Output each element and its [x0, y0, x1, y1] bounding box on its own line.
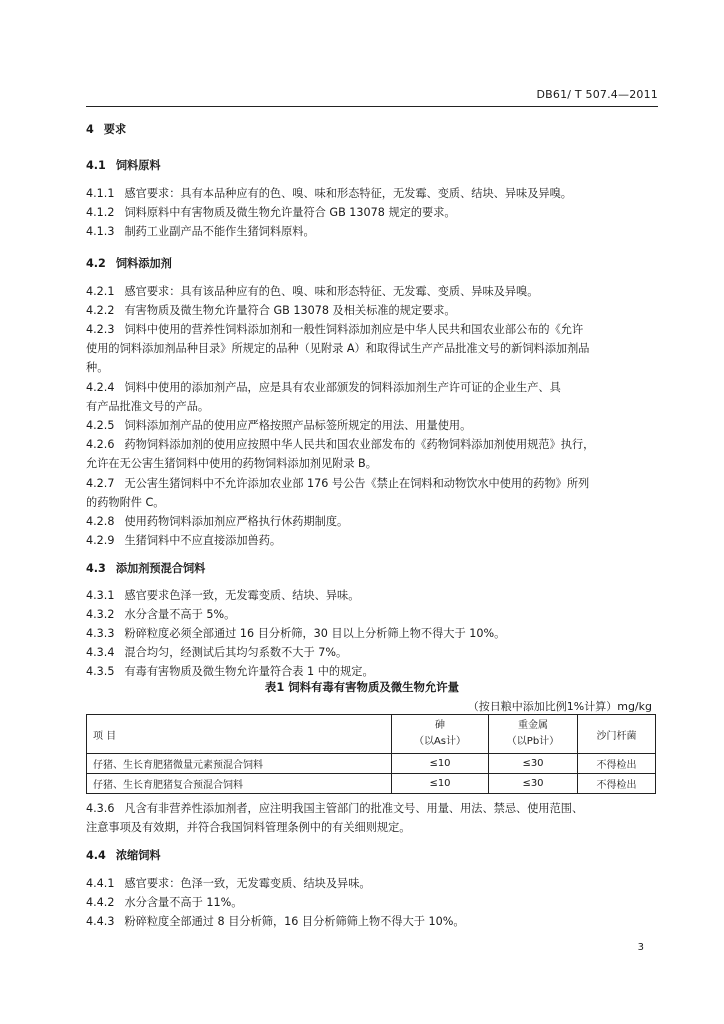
clause-text: 饲料添加剂: [115, 257, 172, 270]
clause-text: 添加剂预混合饲料: [115, 562, 206, 575]
clause-number: 4.3.6: [86, 802, 115, 815]
clause: [86, 437, 594, 453]
clause: [86, 186, 572, 202]
clause: [86, 626, 505, 642]
clause-text: 水分含量不高于 5%。: [124, 608, 236, 621]
row-salmonella: 不得检出: [578, 774, 656, 794]
clause-number: 4.2.9: [86, 534, 115, 547]
clause: [86, 588, 359, 604]
clause-number: 4.1: [86, 159, 106, 172]
table-unit: （按日粮中添加比例1%计算）mg/kg: [467, 700, 652, 713]
header-item: [87, 715, 392, 754]
header-salmonella: [578, 715, 656, 754]
clause-text: 凡含有非营养性添加剂者，应注明我国主管部门的批准文号、用量、用法、禁忌、使用范围、: [124, 802, 584, 815]
clause: [86, 322, 583, 338]
row-name: 仔猪、生长育肥猪复合预混合饲料: [87, 774, 392, 794]
clause-number: 4.2: [86, 257, 106, 270]
header-arsenic: [392, 715, 489, 754]
section-heading: [86, 158, 161, 174]
header-item-label: 项 目: [93, 730, 117, 742]
paragraph-continuation: [86, 456, 377, 472]
clause-text: 使用药物饲料添加剂应严格执行休药期制度。: [124, 515, 349, 528]
clause-text: 药物饲料添加剂的使用应按照中华人民共和国农业部发布的《药物饲料添加剂使用规范》执行，: [124, 438, 595, 451]
clause: [86, 876, 371, 892]
clause-text: 允许在无公害生猪饲料中使用的药物饲料添加剂见附录 B。: [86, 457, 377, 470]
clause-text: 感官要求：色泽一致，无发霉变质、结块及异味。: [124, 877, 371, 890]
clause: [86, 533, 281, 549]
clause-number: 4.3: [86, 562, 106, 575]
clause: [86, 514, 348, 530]
clause: [86, 914, 465, 930]
clause-number: 4.2.5: [86, 419, 115, 432]
table-1: [86, 714, 656, 794]
clause: [86, 801, 583, 817]
clause-number: 4.2.8: [86, 515, 115, 528]
row-heavy: ≤30: [489, 774, 578, 794]
row-arsenic: ≤10: [392, 754, 489, 774]
clause-text: 注意事项及有效期，并符合我国饲料管理条例中的有关细则规定。: [86, 821, 411, 834]
row-arsenic: ≤10: [392, 774, 489, 794]
clause-number: 4.2.1: [86, 285, 115, 298]
clause-text: 水分含量不高于 11%。: [124, 896, 243, 909]
clause-text: 饲料中使用的添加剂产品，应是具有农业部颁发的饲料添加剂生产许可证的企业生产、具: [124, 381, 561, 394]
clause-text: 种。: [86, 361, 109, 374]
clause-number: 4.3.2: [86, 608, 115, 621]
clause-text: 使用的饲料添加剂品种目录》所规定的品种（见附录 A）和取得试生产产品批准文号的新饲料添加剂品: [86, 342, 590, 355]
clause: [86, 607, 235, 623]
row-name: 仔猪、生长育肥猪微量元素预混合饲料: [87, 754, 392, 774]
clause-text: 的药物附件 C。: [86, 496, 165, 509]
clause-number: 4.2.7: [86, 477, 115, 490]
row-heavy: ≤30: [489, 754, 578, 774]
clause-text: 饲料中使用的营养性饲料添加剂和一般性饲料添加剂应是中华人民共和国农业部公布的《允许: [124, 323, 584, 336]
header-heavy-label: 重金属: [518, 720, 548, 731]
clause: [86, 476, 589, 492]
section-heading: [86, 848, 161, 864]
clause-number: 4.4.3: [86, 915, 115, 928]
clause: [86, 380, 561, 396]
table-caption: 表1 饲料有毒有害物质及微生物允许量: [264, 680, 460, 694]
clause-text: 浓缩饲料: [115, 849, 161, 862]
clause-number: 4.1.1: [86, 187, 115, 200]
clause-text: 粉碎粒度全部通过 8 目分析筛，16 目分析筛筛上物不得大于 10%。: [124, 915, 465, 928]
header-heavy-sub: （以Pb计）: [506, 736, 560, 747]
header-arsenic-label: 砷: [435, 720, 445, 731]
clause: [86, 664, 374, 680]
clause-text: 饲料原料: [115, 159, 161, 172]
clause: [86, 645, 347, 661]
clause-text: 感官要求：具有本品种应有的色、嗅、味和形态特征，无发霉、变质、结块、异味及异嗅。: [124, 187, 572, 200]
clause: [86, 303, 456, 319]
table-row: [87, 774, 656, 794]
clause-text: 无公害生猪饲料中不允许添加农业部 176 号公告《禁止在饲料和动物饮水中使用的药物》所列: [124, 477, 590, 490]
table-row: [87, 754, 656, 774]
clause-text: 饲料原料中有害物质及微生物允许量符合 GB 13078 规定的要求。: [124, 206, 456, 219]
clause-text: 生猪饲料中不应直接添加兽药。: [124, 534, 282, 547]
clause-number: 4.1.3: [86, 225, 115, 238]
header-heavy-metal: [489, 715, 578, 754]
clause-number: 4.2.6: [86, 438, 115, 451]
paragraph-continuation: [86, 341, 589, 357]
paragraph-continuation: [86, 360, 108, 376]
clause: [86, 205, 456, 221]
row-salmonella: 不得检出: [578, 754, 656, 774]
paragraph-continuation: [86, 399, 209, 415]
clause: [86, 224, 315, 240]
section-heading: [86, 122, 126, 138]
header-arsenic-sub: （以As计）: [413, 736, 467, 747]
clause-number: 4.4: [86, 849, 106, 862]
clause-number: 4.2.2: [86, 304, 115, 317]
paragraph-continuation: [86, 495, 165, 511]
clause-number: 4.3.4: [86, 646, 115, 659]
clause-number: 4.1.2: [86, 206, 115, 219]
clause-text: 混合均匀，经测试后其均匀系数不大于 7%。: [124, 646, 348, 659]
header-salmonella-label: 沙门杆菌: [596, 730, 637, 742]
clause-number: 4.3.3: [86, 627, 115, 640]
clause-text: 感官要求：具有该品种应有的色、嗅、味和形态特征、无发霉、变质、异味及异嗅。: [124, 285, 539, 298]
clause-number: 4.3.5: [86, 665, 115, 678]
section-heading: [86, 561, 205, 577]
clause-text: 要求: [103, 123, 127, 136]
page-number: 3: [637, 942, 644, 953]
clause-number: 4: [86, 123, 94, 136]
clause-text: 制药工业副产品不能作生猪饲料原料。: [124, 225, 315, 238]
clause-number: 4.3.1: [86, 589, 115, 602]
clause-text: 粉碎粒度必须全部通过 16 目分析筛，30 目以上分析筛上物不得大于 10%。: [124, 627, 506, 640]
clause-number: 4.2.3: [86, 323, 115, 336]
clause-number: 4.4.1: [86, 877, 115, 890]
clause-text: 饲料添加剂产品的使用应严格按照产品标签所规定的用法、用量使用。: [124, 419, 472, 432]
clause-text: 感官要求色泽一致，无发霉变质、结块、异味。: [124, 589, 360, 602]
clause: [86, 284, 538, 300]
clause: [86, 895, 242, 911]
clause-number: 4.2.4: [86, 381, 115, 394]
clause-text: 有毒有害物质及微生物允许量符合表 1 中的规定。: [124, 665, 374, 678]
header-rule: [86, 106, 658, 107]
section-heading: [86, 256, 172, 272]
clause-text: 有害物质及微生物允许量符合 GB 13078 及相关标准的规定要求。: [124, 304, 456, 317]
clause-text: 有产品批准文号的产品。: [86, 400, 210, 413]
clause: [86, 418, 471, 434]
standard-code: DB61/ T 507.4—2011: [536, 88, 658, 101]
paragraph-continuation: [86, 820, 410, 836]
clause-number: 4.4.2: [86, 896, 115, 909]
